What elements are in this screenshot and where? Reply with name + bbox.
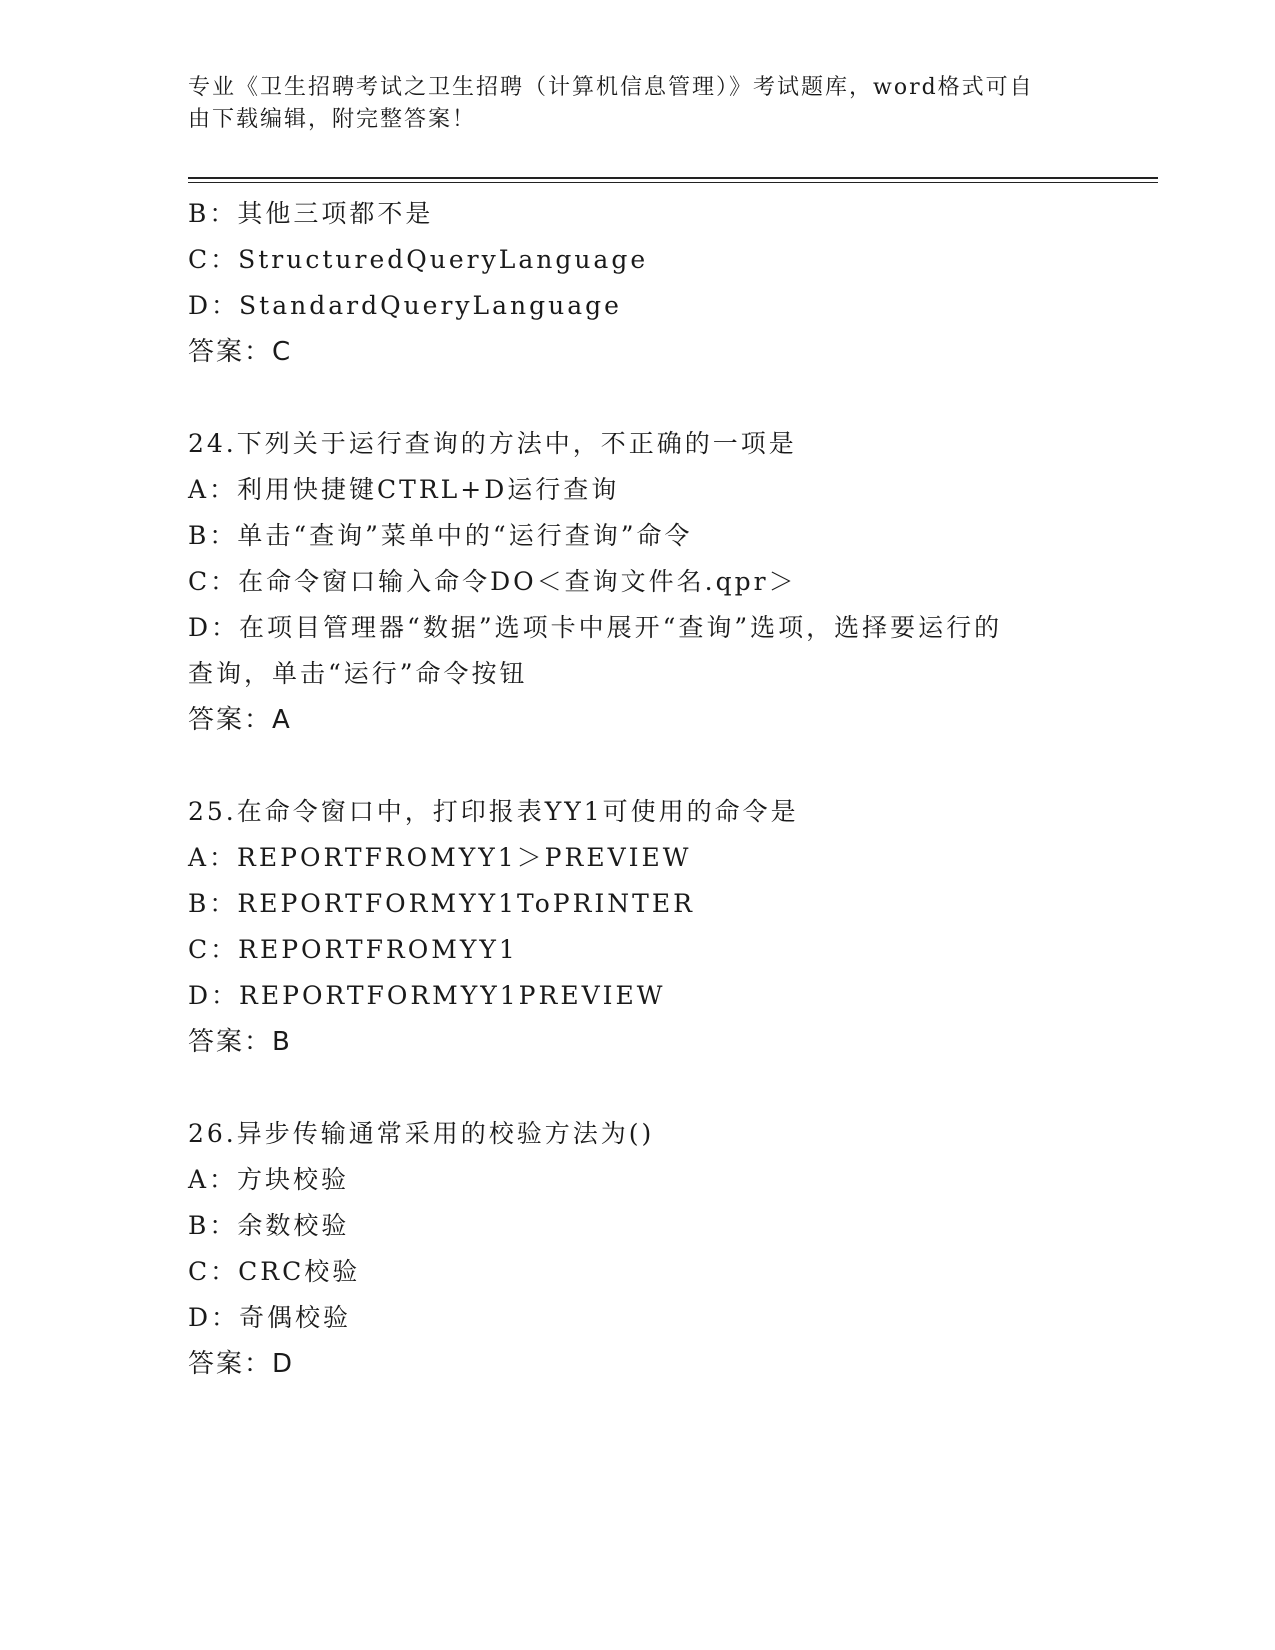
- option-c: C：在命令窗口输入命令DO＜查询文件名.qpr＞: [188, 567, 797, 596]
- question-25-block: [188, 789, 1088, 1065]
- option-c: C：CRC校验: [188, 1257, 361, 1286]
- question-26-block: [188, 1111, 1088, 1387]
- option-b: B：余数校验: [188, 1211, 350, 1240]
- answer-line: 答案：A: [188, 705, 292, 735]
- option-b: B：REPORTFORMYY1ToPRINTER: [188, 889, 695, 918]
- spacer: [188, 743, 1088, 789]
- option-c: C：StructuredQueryLanguage: [188, 245, 649, 274]
- option-d: D：奇偶校验: [188, 1303, 352, 1332]
- question-text: 24.下列关于运行查询的方法中，不正确的一项是: [188, 429, 797, 458]
- spacer: [188, 1065, 1088, 1111]
- option-a: A：利用快捷键CTRL+D运行查询: [188, 475, 620, 504]
- option-d: D：StandardQueryLanguage: [188, 291, 622, 320]
- question-24-block: [188, 421, 1088, 743]
- question-text: 26.异步传输通常采用的校验方法为(): [188, 1119, 655, 1148]
- option-c: C：REPORTFROMYY1: [188, 935, 518, 964]
- option-d-line-2: 查询，单击“运行”命令按钮: [188, 659, 528, 688]
- option-d: D：REPORTFORMYY1PREVIEW: [188, 981, 666, 1010]
- answer-line: 答案：D: [188, 1349, 295, 1379]
- answer-line: 答案：C: [188, 337, 293, 367]
- question-text: 25.在命令窗口中，打印报表YY1可使用的命令是: [188, 797, 799, 826]
- header-divider-thin: [188, 182, 1158, 183]
- header-divider-thick: [188, 177, 1158, 179]
- spacer: [188, 375, 1088, 421]
- option-a: A：方块校验: [188, 1165, 350, 1194]
- question-list: [188, 191, 1088, 1387]
- option-b: B：单击“查询”菜单中的“运行查询”命令: [188, 521, 693, 550]
- header-line-1: 专业《卫生招聘考试之卫生招聘（计算机信息管理）》考试题库，word格式可自: [188, 75, 1034, 100]
- header-line-2: 由下载编辑，附完整答案！: [188, 107, 477, 132]
- option-d-line-1: D：在项目管理器“数据”选项卡中展开“查询”选项，选择要运行的: [188, 613, 1003, 642]
- option-b: B：其他三项都不是: [188, 199, 434, 228]
- answer-line: 答案：B: [188, 1027, 292, 1057]
- document-header: [188, 72, 1088, 136]
- option-a: A：REPORTFROMYY1＞PREVIEW: [188, 843, 692, 872]
- question-23-block: [188, 191, 1088, 375]
